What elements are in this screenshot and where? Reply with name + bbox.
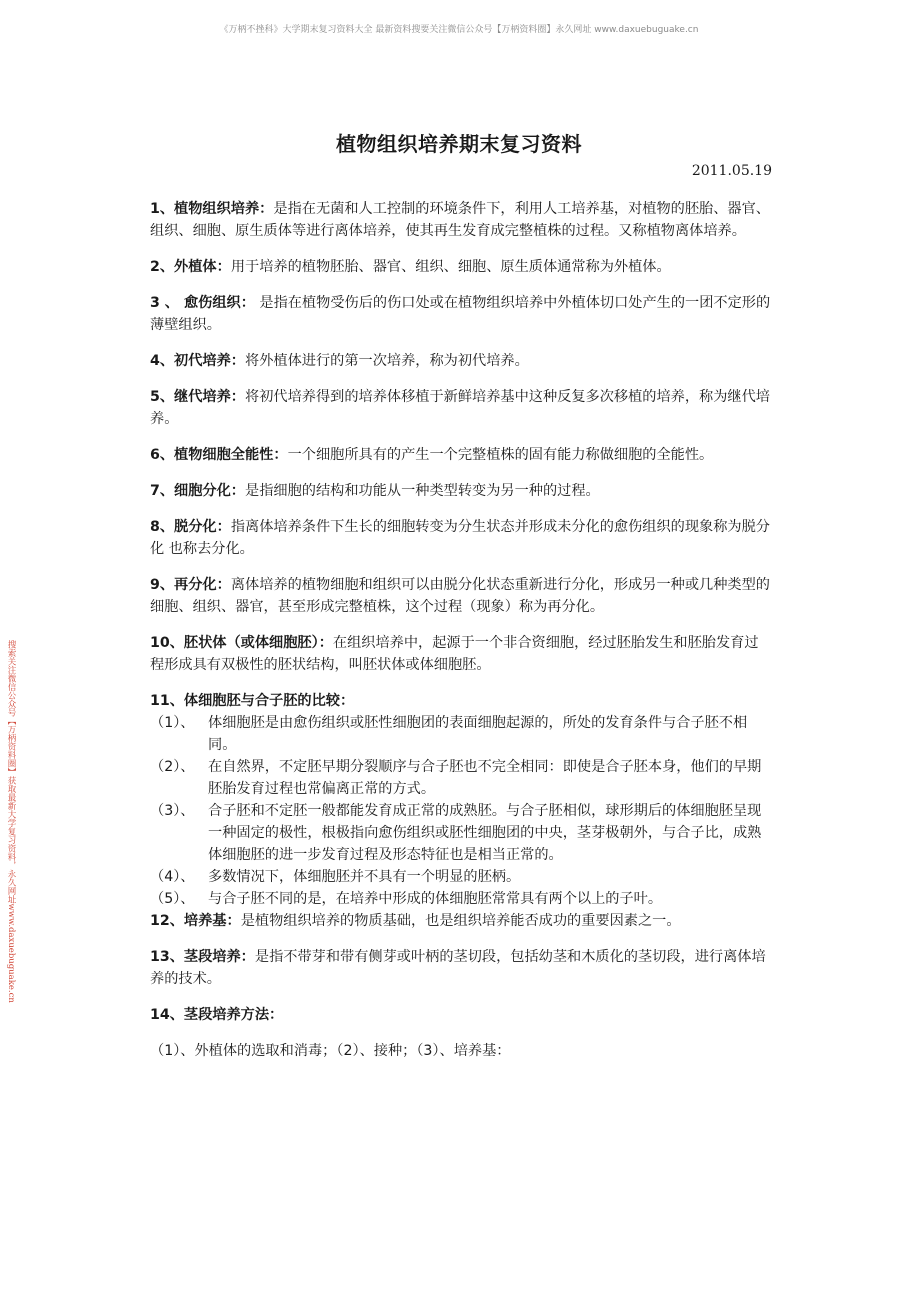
document-body bbox=[150, 198, 772, 1076]
comparison-item-text: 与合子胚不同的是，在培养中形成的体细胞胚常常具有两个以上的子叶。 bbox=[208, 891, 663, 907]
comparison-item-text: 多数情况下，体细胞胚并不具有一个明显的胚柄。 bbox=[208, 869, 521, 885]
comparison-item bbox=[150, 756, 772, 800]
comparison-item bbox=[150, 712, 772, 756]
definition-paragraph bbox=[150, 292, 772, 336]
definition-text: 离体培养的植物细胞和组织可以由脱分化状态重新进行分化，形成另一种或几种类型的细胞、组织、器官，甚至形成完整植株，这个过程（现象）称为再分化。 bbox=[150, 577, 770, 615]
comparison-item bbox=[150, 800, 772, 866]
definition-term: 4、初代培养： bbox=[150, 353, 245, 369]
definition-paragraph bbox=[150, 910, 772, 932]
comparison-item-number: （1）、 bbox=[150, 715, 195, 731]
comparison-item-text: 在自然界，不定胚早期分裂顺序与合子胚也不完全相同：即使是合子胚本身，他们的早期胚胎发育过程也常偏离正常的方式。 bbox=[208, 759, 762, 797]
definition-text: 用于培养的植物胚胎、器官、组织、细胞、原生质体通常称为外植体。 bbox=[230, 259, 671, 275]
definition-paragraph bbox=[150, 198, 772, 242]
definition-paragraph bbox=[150, 444, 772, 466]
definition-paragraph bbox=[150, 574, 772, 618]
document-date: 2011.05.19 bbox=[691, 163, 772, 179]
definition-term: 7、细胞分化： bbox=[150, 483, 245, 499]
definition-term: 8、脱分化： bbox=[150, 519, 231, 535]
comparison-item-number: （2）、 bbox=[150, 759, 195, 775]
definition-term: 2、外植体： bbox=[150, 259, 231, 275]
definition-term: 5、继代培养： bbox=[150, 389, 245, 405]
definition-text: 是指在无菌和人工控制的环境条件下，利用人工培养基，对植物的胚胎、器官、组织、细胞、原生质体等进行离体培养，使其再生发育成完整植株的过程。又称植物离体培养。 bbox=[150, 201, 770, 239]
definition-term: 3 、 愈伤组织： bbox=[150, 295, 255, 311]
method-heading: 14、茎段培养方法： bbox=[150, 1007, 284, 1023]
definition-text: 在组织培养中，起源于一个非合资细胞，经过胚胎发生和胚胎发育过程形成具有双极性的胚状结构，叫胚状体或体细胞胚。 bbox=[150, 635, 759, 673]
definition-text: 一个细胞所具有的产生一个完整植株的固有能力称做细胞的全能性。 bbox=[287, 447, 714, 463]
definition-paragraph bbox=[150, 350, 772, 372]
comparison-item-number: （4）、 bbox=[150, 869, 195, 885]
definition-paragraph bbox=[150, 632, 772, 676]
definition-paragraph bbox=[150, 386, 772, 430]
header-watermark-note: 《万柄不挫科》大学期末复习资料大全 最新资料搜要关注微信公众号【万柄资料圈】永久网址 www.daxuebuguake.cn bbox=[219, 25, 699, 35]
comparison-item bbox=[150, 866, 772, 888]
definition-paragraph bbox=[150, 946, 772, 990]
definition-text: 是植物组织培养的物质基础，也是组织培养能否成功的重要因素之一。 bbox=[240, 913, 681, 929]
definition-term: 10、胚状体（或体细胞胚）： bbox=[150, 635, 333, 651]
page-title: 植物组织培养期末复习资料 bbox=[336, 132, 582, 156]
definition-text: 将初代培养得到的培养体移植于新鲜培养基中这种反复多次移植的培养，称为继代培养。 bbox=[150, 389, 770, 427]
definition-term: 1、植物组织培养： bbox=[150, 201, 274, 217]
method-steps: （1）、外植体的选取和消毒；（2）、接种；（3）、培养基： bbox=[150, 1043, 511, 1059]
comparison-item bbox=[150, 888, 772, 910]
definition-term: 12、培养基： bbox=[150, 913, 241, 929]
definition-paragraph bbox=[150, 480, 772, 502]
comparison-heading: 11、体细胞胚与合子胚的比较： bbox=[150, 693, 355, 709]
definition-text: 是指不带芽和带有侧芽或叶柄的茎切段，包括幼茎和木质化的茎切段，进行离体培养的技术。 bbox=[150, 949, 766, 987]
definition-term: 13、茎段培养： bbox=[150, 949, 255, 965]
definition-text: 指离体培养条件下生长的细胞转变为分生状态并形成未分化的愈伤组织的现象称为脱分化 也称去分化。 bbox=[150, 519, 770, 557]
comparison-item-number: （3）、 bbox=[150, 803, 195, 819]
comparison-item-text: 体细胞胚是由愈伤组织或胚性细胞团的表面细胞起源的，所处的发育条件与合子胚不相同。 bbox=[208, 715, 748, 753]
definition-text: 是指细胞的结构和功能从一种类型转变为另一种的过程。 bbox=[245, 483, 600, 499]
comparison-item-text: 合子胚和不定胚一般都能发育成正常的成熟胚。与合子胚相似，球形期后的体细胞胚呈现一种固定的极性，根极指向愈伤组织或胚性细胞团的中央，茎芽极朝外，与合子比，成熟体细胞胚的进一步发育过程及形态特征也是相当正常的。 bbox=[208, 803, 762, 863]
comparison-item-number: （5）、 bbox=[150, 891, 195, 907]
definition-term: 9、再分化： bbox=[150, 577, 231, 593]
definition-paragraph bbox=[150, 516, 772, 560]
definition-term: 6、植物细胞全能性： bbox=[150, 447, 288, 463]
definition-text: 将外植体进行的第一次培养，称为初代培养。 bbox=[245, 353, 529, 369]
definition-paragraph bbox=[150, 256, 772, 278]
side-watermark-note: 搜索关注微信公众号【万柄资料圈】获取最新大学复习资料，永久网址www.daxuebuguake.cn bbox=[6, 640, 16, 1003]
definition-text: 是指在植物受伤后的伤口处或在植物组织培养中外植体切口处产生的一团不定形的薄壁组织。 bbox=[150, 295, 771, 333]
